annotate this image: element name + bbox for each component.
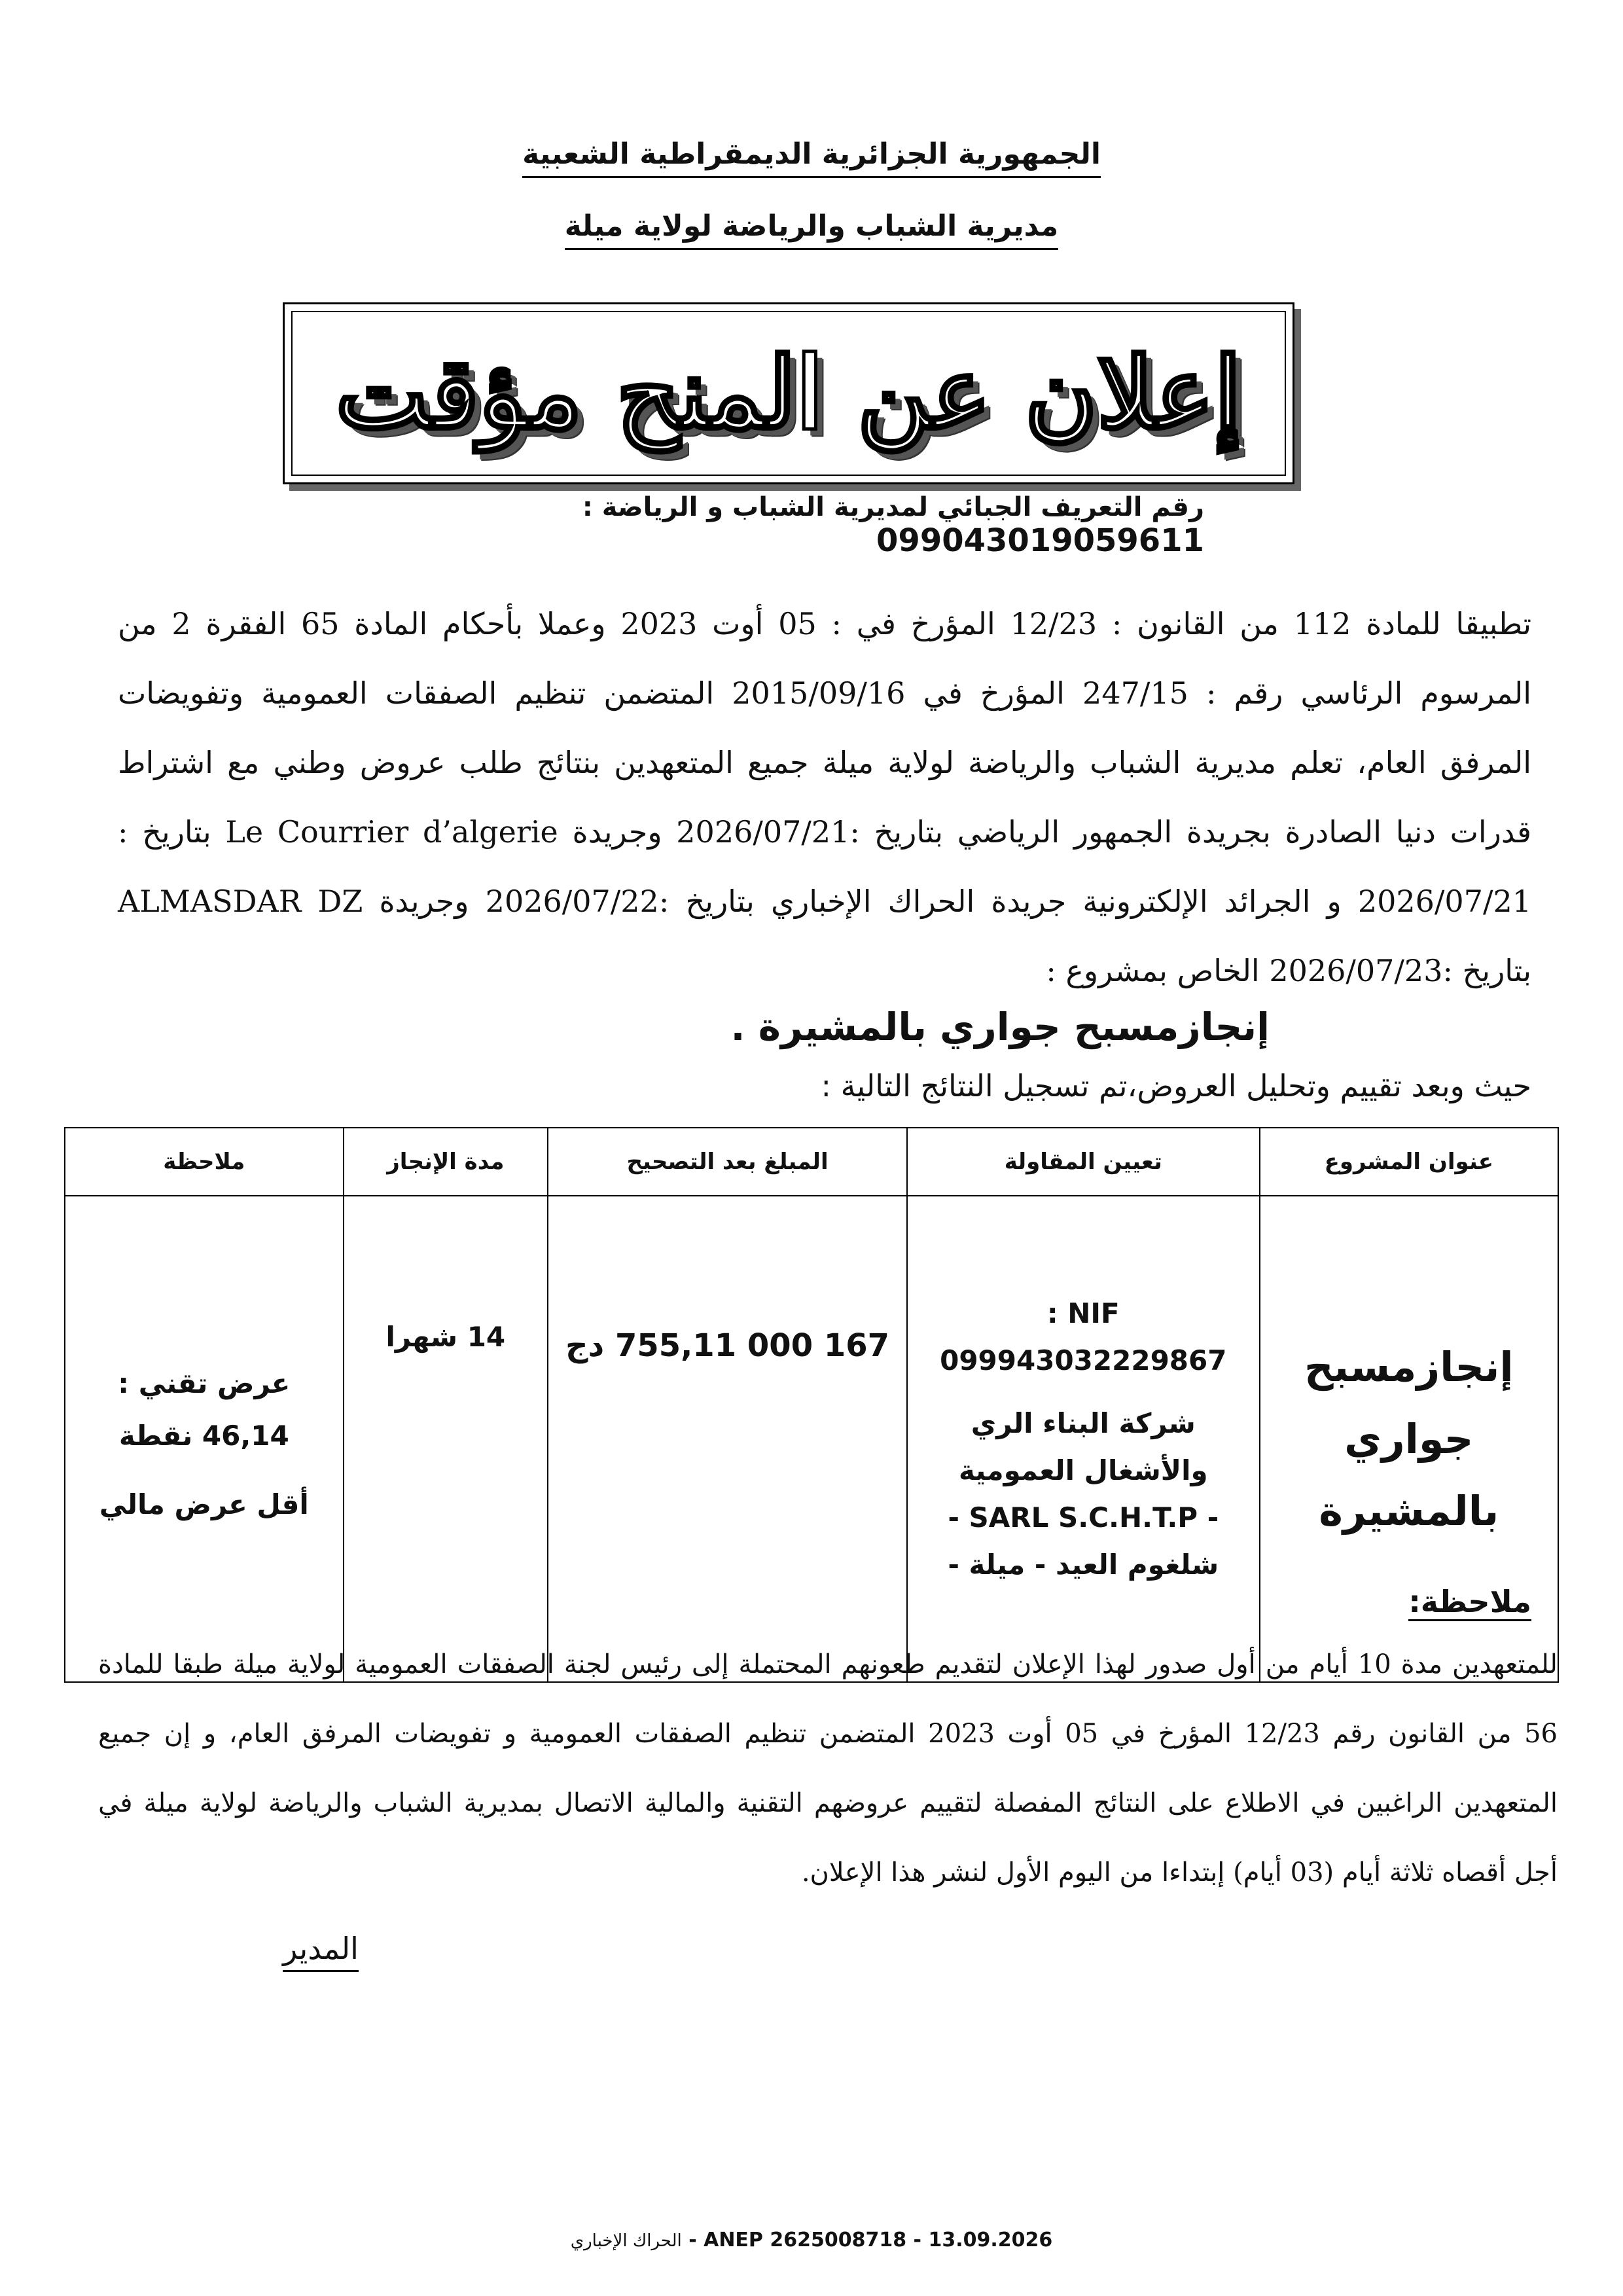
page-title: إعلان عن المنح مؤقت — [335, 336, 1242, 451]
header-directorate — [0, 209, 1623, 243]
header-republic — [0, 137, 1623, 171]
footer-dash: - — [688, 2229, 704, 2251]
republic-text: الجمهورية الجزائرية الديمقراطية الشعبية — [522, 137, 1101, 178]
footer-ref: ANEP 2625008718 - 13.09.2026 — [704, 2229, 1053, 2251]
results-intro: حيث وبعد تقييم وتحليل العروض،تم تسجيل النتائج التالية : — [821, 1068, 1531, 1103]
cell-company — [907, 1196, 1260, 1682]
notes-heading — [1408, 1584, 1531, 1619]
project-title: إنجازمسبح جواري بالمشيرة . — [730, 1005, 1270, 1049]
company-nif-label: NIF : — [1046, 1297, 1120, 1329]
cell-amount: 167 000 755,11 دج — [548, 1196, 907, 1682]
directorate-text: مديرية الشباب والرياضة لولاية ميلة — [565, 209, 1059, 250]
company-name: شركة البناء الري والأشغال العمومية — [958, 1407, 1208, 1486]
cell-duration: 14 شهرا — [344, 1196, 548, 1682]
company-nif: 099943032229867 — [940, 1344, 1227, 1376]
header-notes: ملاحظة — [65, 1128, 344, 1196]
notes-paragraph: للمتعهدين مدة 10 أيام من أول صدور لهذا الإعلان لتقديم طعونهم المحتملة إلى رئيس لجنة الصفقات العمومية لولاية ميلة طبقا للمادة 56 من القانون رقم 12/23 المؤرخ في 05 أوت 2023 المتضمن تنظيم الصفقات العمومية و تفويضات المرفق العام، و إن جميع المتعهدين الراغبين في الاطلاع على النتائج المفصلة لتقييم عروضهم التقنية والمالية الاتصال بمديرية الشباب والرياضة لولاية ميلة في أجل أقصاه ثلاثة أيام (03 أيام) إبتداءا من اليوم الأول لنشر هذا الإعلان. — [98, 1649, 1558, 1888]
cell-project: إنجازمسبح جواري بالمشيرة — [1260, 1196, 1558, 1682]
table-header-row — [65, 1128, 1558, 1196]
company-legal: - SARL S.C.H.T.P - — [948, 1501, 1219, 1534]
signature — [223, 1931, 419, 1966]
title-box — [283, 302, 1294, 484]
notes-heading-text: ملاحظة: — [1408, 1584, 1531, 1621]
header-project: عنوان المشروع — [1260, 1128, 1558, 1196]
company-location: شلغوم العيد - ميلة - — [948, 1548, 1219, 1581]
financial-offer-note: أقل عرض مالي — [99, 1488, 309, 1520]
tech-offer-label: عرض تقني : — [118, 1367, 291, 1399]
header-company: تعيين المقاولة — [907, 1128, 1260, 1196]
tax-id-value: 099043019059611 — [876, 522, 1204, 559]
tax-id-label: رقم التعريف الجبائي لمديرية الشباب و الرياضة : — [582, 492, 1204, 522]
footer-publication: الحراك الإخباري — [570, 2231, 682, 2251]
signature-text: المدير — [283, 1931, 359, 1972]
body-paragraph: تطبيقا للمادة 112 من القانون : 12/23 المؤرخ في : 05 أوت 2023 وعملا بأحكام المادة 65 الفقرة 2 من المرسوم الرئاسي رقم : 247/15 المؤرخ في 2015/09/16 المتضمن تنظيم الصفقات العمومية وتفويضات المرفق العام، تعلم مديرية الشباب والرياضة لولاية ميلة جميع المتعهدين بنتائج طلب عروض وطني مع اشتراط قدرات دنيا الصادرة بجريدة الجمهور الرياضي بتاريخ :2026/07/21 وجريدة Le Courrier d’algerie بتاريخ : 2026/07/21 و الجرائد الإلكترونية جريدة الحراك الإخباري بتاريخ :2026/07/22 وجريدة ALMASDAR DZ بتاريخ :2026/07/23 الخاص بمشروع : — [118, 606, 1532, 988]
title-box-inner — [291, 311, 1286, 476]
footer — [484, 2229, 1139, 2251]
tech-offer-score: 46,14 نقطة — [118, 1420, 289, 1452]
header-amount: المبلغ بعد التصحيح — [548, 1128, 907, 1196]
tax-id-line — [353, 492, 1204, 559]
results-table — [64, 1127, 1559, 1683]
header-duration: مدة الإنجاز — [344, 1128, 548, 1196]
table-row — [65, 1196, 1558, 1682]
cell-notes — [65, 1196, 344, 1682]
